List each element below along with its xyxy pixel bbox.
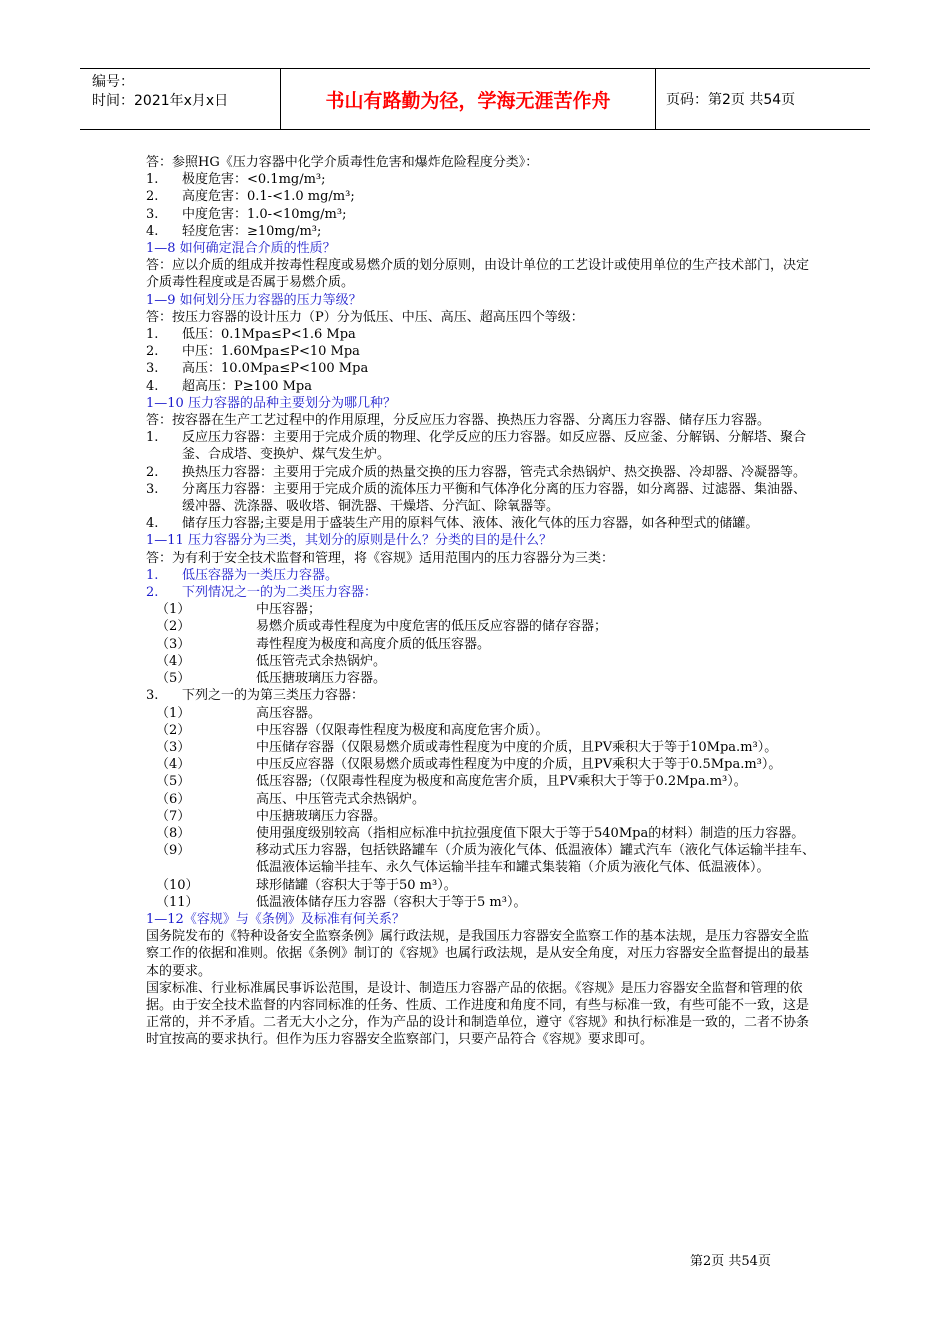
footer-page-number: 第2页 共54页: [690, 1254, 771, 1269]
line-text: 低压容器为一类压力容器。: [182, 567, 339, 583]
line-text: 分离压力容器：主要用于完成介质的流体压力平衡和气体净化分离的压力容器，如分离器、过滤器、集油器、缓冲器、洗涤器、吸收塔、铜洗器、干燥塔、分汽缸、除氧器等。: [182, 481, 807, 515]
list-number: 3.: [146, 361, 159, 377]
text-line: [146, 980, 818, 1049]
list-number: 1.: [146, 430, 159, 446]
text-line: [146, 808, 818, 825]
list-number: 1.: [146, 327, 159, 343]
line-text: 答：参照HG《压力容器中化学介质毒性危害和爆炸危险程度分类》：: [146, 155, 539, 170]
sub-item-number: （4）: [156, 653, 191, 669]
line-text: 低压搪玻璃压力容器。: [256, 671, 387, 687]
line-text: 答：应以介质的组成并按毒性程度或易燃介质的划分原则，由设计单位的工艺设计或使用单位的生产技术部门，决定介质毒性程度或是否属于易燃介质。: [146, 258, 810, 291]
list-number: 2.: [146, 344, 159, 360]
line-text: 高度危害：0.1-<1.0 mg/m³;: [182, 189, 355, 205]
list-number: 2.: [146, 464, 159, 480]
text-line: [146, 670, 818, 687]
text-line: [146, 894, 818, 911]
list-number: 2.: [146, 585, 159, 601]
line-text: 国务院发布的《特种设备安全监察条例》属行政法规，是我国压力容器安全监察工作的基本法规，是压力容器安全监察工作的依据和准则。依据《条例》制订的《容规》也属行政法规，是从安全角度，对压力容器安全监督提出的最基本的要求。: [146, 929, 810, 979]
sub-item-number: （6）: [156, 791, 191, 807]
text-line: [146, 326, 818, 343]
line-text: 高压容器。: [256, 705, 322, 721]
sub-item-number: （5）: [156, 671, 191, 687]
line-text: 答：按容器在生产工艺过程中的作用原理，分反应压力容器、换热压力容器、分离压力容器、储存压力容器。: [146, 413, 771, 429]
sub-item-number: （8）: [156, 825, 191, 841]
text-line: [146, 188, 818, 205]
list-number: 4.: [146, 378, 159, 394]
list-number: 3.: [146, 481, 159, 497]
text-line: [146, 309, 818, 326]
text-line: [146, 412, 818, 429]
text-line: [146, 739, 818, 756]
line-text: 下列之一的为第三类压力容器：: [182, 688, 365, 704]
text-line: [146, 429, 818, 463]
header-motto: 书山有路勤为径，学海无涯苦作舟: [280, 69, 656, 129]
text-line: [146, 171, 818, 188]
line-text: 中压容器；: [256, 602, 322, 618]
text-line: [146, 687, 818, 704]
question-line: [146, 532, 818, 549]
sub-item-number: （9）: [156, 843, 191, 859]
line-text: 换热压力容器：主要用于完成介质的热量交换的压力容器，管壳式余热锅炉、热交换器、冷却器、冷凝器等。: [182, 464, 807, 480]
sub-item-number: （1）: [156, 602, 191, 618]
sub-item-number: （3）: [156, 739, 191, 755]
line-text: 毒性程度为极度和高度介质的低压容器。: [256, 636, 491, 652]
list-number: 4.: [146, 516, 159, 532]
line-text: 1—12《容规》与《条例》及标准有何关系？: [146, 911, 405, 927]
line-text: 1—9 如何划分压力容器的压力等级？: [146, 292, 362, 308]
text-line: [146, 842, 818, 876]
text-line: [146, 515, 818, 532]
line-text: 国家标准、行业标准属民事诉讼范围，是设计、制造压力容器产品的依据。《容规》是压力容器安全监督和管理的依据。由于安全技术监督的内容同标准的任务、性质、工作进度和角度不同，有些与标准一致，有些可能不一致，这是正常的，并不矛盾。二者无大小之分，作为产品的设计和制造单位，遵守《容规》和执行标准是一致的，二者不协条时宜按高的要求执行。但作为压力容器安全监察部门，只要产品符合《容规》要求即可。: [146, 980, 810, 1048]
list-number: 3.: [146, 206, 159, 222]
text-line: [146, 343, 818, 360]
line-text: 极度危害：<0.1mg/m³;: [182, 172, 326, 188]
line-text: 下列情况之一的为二类压力容器：: [182, 585, 378, 601]
question-line: [146, 567, 818, 584]
sub-item-number: （3）: [156, 636, 191, 652]
text-line: [146, 825, 818, 842]
sub-item-number: （4）: [156, 757, 191, 773]
header-meta: [80, 69, 280, 129]
text-line: [146, 601, 818, 618]
question-line: [146, 911, 818, 928]
text-line: [146, 705, 818, 722]
text-line: [146, 360, 818, 377]
line-text: 答：按压力容器的设计压力（P）分为低压、中压、高压、超高压四个等级：: [146, 309, 584, 325]
question-line: [146, 240, 818, 257]
text-line: [146, 206, 818, 223]
line-text: 高压：10.0Mpa≤P<100 Mpa: [182, 361, 369, 377]
question-line: [146, 584, 818, 601]
line-text: 使用强度级别较高（指相应标准中抗拉强度值下限大于等于540Mpa的材料）制造的压力容器。: [256, 825, 805, 841]
line-text: 储存压力容器;主要是用于盛装生产用的原料气体、液体、液化气体的压力容器，如各种型式的储罐。: [182, 516, 759, 532]
header-page-number: 页码：第2页 共54页: [666, 92, 796, 108]
sub-item-number: （1）: [156, 705, 191, 721]
text-line: [146, 773, 818, 790]
text-line: [146, 481, 818, 515]
line-text: 1—8 如何确定混合介质的性质？: [146, 241, 336, 257]
list-number: 1.: [146, 567, 159, 583]
document-body: [146, 154, 818, 1049]
question-line: [146, 395, 818, 412]
text-line: [146, 223, 818, 240]
list-number: 3.: [146, 688, 159, 704]
list-number: 2.: [146, 189, 159, 205]
line-text: 低压容器;（仅限毒性程度为极度和高度危害介质，且PV乘积大于等于0.2Mpa.m³）。: [256, 774, 747, 790]
text-line: [146, 154, 818, 171]
text-line: [146, 791, 818, 808]
sub-item-number: （7）: [156, 808, 191, 824]
line-text: 低压管壳式余热锅炉。: [256, 653, 387, 669]
text-line: [146, 722, 818, 739]
line-text: 超高压：P≥100 Mpa: [182, 378, 312, 394]
sub-item-number: （2）: [156, 722, 191, 738]
text-line: [146, 756, 818, 773]
list-number: 4.: [146, 223, 159, 239]
sub-item-number: （5）: [156, 774, 191, 790]
line-text: 中压储存容器（仅限易燃介质或毒性程度为中度的介质，且PV乘积大于等于10Mpa.m³）。: [256, 739, 778, 755]
line-text: 答：为有利于安全技术监督和管理，将《容规》适用范围内的压力容器分为三类：: [146, 550, 615, 566]
date-label: 时间：2021年x月x日: [92, 93, 229, 109]
line-text: 中压搪玻璃压力容器。: [256, 808, 387, 824]
line-text: 高压、中压管壳式余热锅炉。: [256, 791, 426, 807]
text-line: [146, 653, 818, 670]
line-text: 中压容器（仅限毒性程度为极度和高度危害介质）。: [256, 722, 549, 738]
text-line: [146, 464, 818, 481]
sub-item-number: （11）: [156, 894, 199, 910]
text-line: [146, 618, 818, 635]
text-line: [146, 550, 818, 567]
line-text: 反应压力容器：主要用于完成介质的物理、化学反应的压力容器。如反应器、反应釜、分解锅、分解塔、聚合釜、合成塔、变换炉、煤气发生炉。: [182, 430, 807, 463]
line-text: 易燃介质或毒性程度为中度危害的低压反应容器的储存容器；: [256, 619, 608, 635]
line-text: 轻度危害：≥10mg/m³;: [182, 223, 322, 239]
line-text: 中压：1.60Mpa≤P<10 Mpa: [182, 344, 360, 360]
question-line: [146, 292, 818, 309]
doc-number-label: 编号：: [92, 74, 134, 90]
text-line: [146, 928, 818, 980]
sub-item-number: （2）: [156, 619, 191, 635]
line-text: 低压：0.1Mpa≤P<1.6 Mpa: [182, 327, 356, 343]
line-text: 1—10 压力容器的品种主要划分为哪几种？: [146, 395, 396, 411]
list-number: 1.: [146, 172, 159, 188]
text-line: [146, 877, 818, 894]
sub-item-number: （10）: [156, 877, 199, 893]
text-line: [146, 378, 818, 395]
line-text: 中压反应容器（仅限易燃介质或毒性程度为中度的介质，且PV乘积大于等于0.5Mpa.m³）。: [256, 757, 782, 773]
text-line: [146, 636, 818, 653]
page-header: [80, 68, 870, 130]
line-text: 中度危害：1.0-<10mg/m³;: [182, 206, 347, 222]
line-text: 低温液体储存压力容器（容积大于等于5 m³）。: [256, 894, 527, 910]
line-text: 1—11 压力容器分为三类，其划分的原则是什么？分类的目的是什么？: [146, 533, 552, 549]
text-line: [146, 257, 818, 291]
line-text: 球形储罐（容积大于等于50 m³）。: [256, 877, 457, 893]
line-text: 移动式压力容器，包括铁路罐车（介质为液化气体、低温液体）罐式汽车（液化气体运输半挂车、低温液体运输半挂车、永久气体运输半挂车和罐式集装箱（介质为液化气体、低温液体）。: [256, 843, 816, 876]
